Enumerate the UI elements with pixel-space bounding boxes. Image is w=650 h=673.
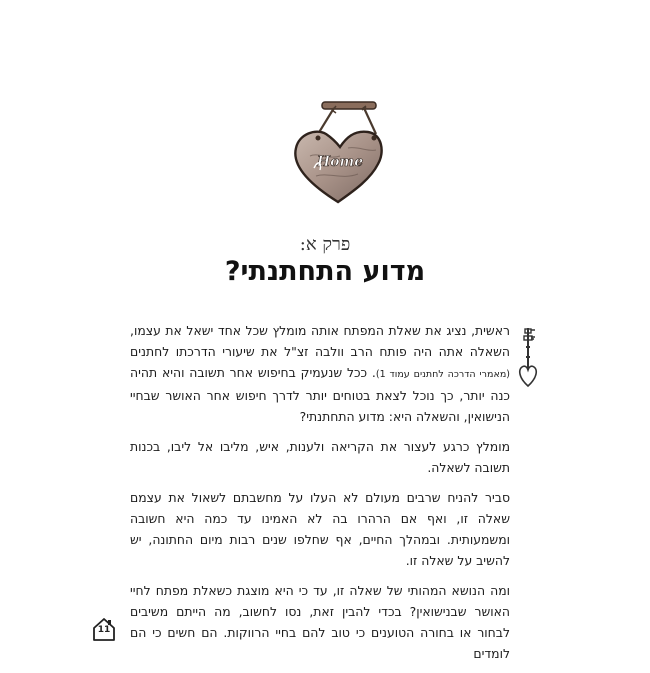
paragraph: מומלץ כרגע לעצור את הקריאה ולענות, איש, מליבו אל ליבו, בכנות תשובה לשאלה.	[130, 439, 510, 475]
page-number: 11	[97, 625, 111, 635]
chapter-title: מדוע התחתנתי?	[224, 256, 426, 287]
key-icon	[517, 326, 539, 388]
paragraph: ומה הנושא המהותי של שאלה זו, עד כי היא מוצגת כשאלת מפתח לחיי האושר שבנישואין? בכדי להבין זאת, נסו לחשוב, מה הייתם משיבים לבחור או בחורה הטוענים כי טוב להם בחיי הרווקות. הם חשים כי הם לומדים	[130, 583, 510, 661]
body-text	[130, 320, 510, 673]
chapter-label: פרק א:	[299, 234, 351, 255]
heart-sign-icon	[288, 100, 388, 212]
paragraph: ראשית, נציג את שאלת המפתח אותה מומלץ שכל אחד ישאל את עצמו, השאלה אתה היה פותח הרב וולבה זצ"ל את שיעורי הדרכתו לחתנים (מאמרי הדרכה לחתנים עמוד 1). ככל שנעמיק בחיפוש אחר תשובה והיא תהיה כנה יותר, כך נוכל לצאת בטוחים יותר לדרך חיפוש אחר האושר שבחיי הנישואין, והשאלה היא: מדוע התחתנתי?	[130, 323, 510, 424]
source-reference: (מאמרי הדרכה לחתנים עמוד 1)	[375, 369, 510, 380]
page-number-badge	[91, 616, 117, 642]
paragraph: סביר להניח שרבים מעולם לא העלו על מחשבתם לשאול את עצמם שאלה זו, ואף אם הרהרו בה לא האמינו עד כמה היא חשובה ומשמעותית. ובמהלך החיים, אף שחלפו שנים רבות מיום החתונה, יש להשיב על שאלה זו.	[130, 490, 510, 568]
svg-text:Home: Home	[316, 154, 364, 170]
